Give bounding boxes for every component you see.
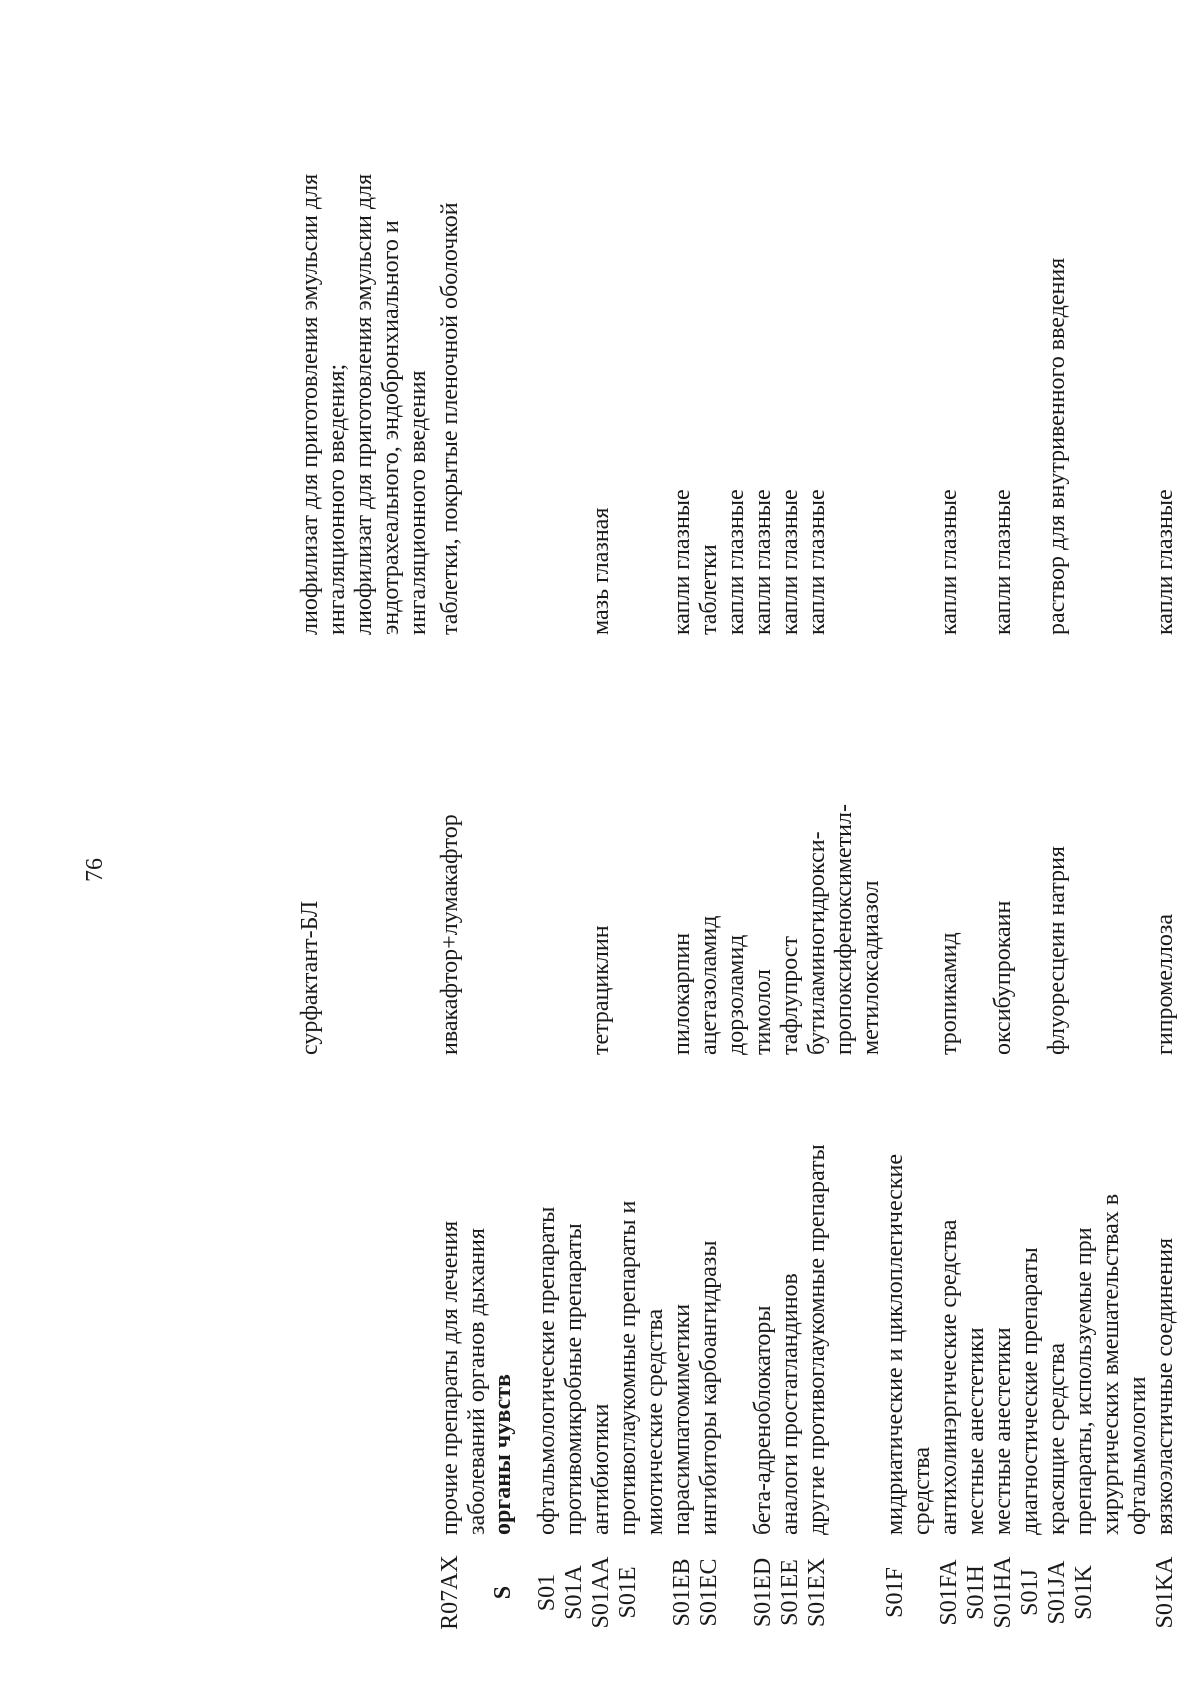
drug-name: гипромеллоза <box>1152 914 1178 1055</box>
dosage-form: капли глазные <box>936 489 962 635</box>
drug-name: тропикамид <box>936 932 962 1055</box>
drug-name: тетрациклин <box>588 925 614 1055</box>
atc-code: S01K <box>1071 1565 1097 1620</box>
group-name: мидриатические и циклоплегические средства <box>882 1153 935 1535</box>
rotated-content <box>82 100 1077 1640</box>
dosage-form: раствор для внутривенного введения <box>1044 257 1070 635</box>
atc-code: S01E <box>615 1566 641 1619</box>
page-number: 76 <box>82 858 108 882</box>
group-name: прочие препараты для лечения заболеваний органов дыхания <box>437 1220 490 1535</box>
dosage-form: капли глазные капли глазные капли глазные <box>750 489 830 635</box>
atc-code: S01J S01JA <box>1017 1560 1070 1625</box>
group-name: противоглаукомные препараты и миотические средства <box>615 1200 668 1535</box>
group-name: вязкоэластичные соединения <box>1152 1238 1178 1535</box>
atc-code: S01EB S01EC <box>669 1558 722 1627</box>
drug-name: пилокарпин ацетазоламид дорзоламид <box>669 915 749 1055</box>
rotated-content-continued <box>1071 100 1200 1640</box>
drug-name: ивакафтор+лумакафтор <box>437 814 463 1055</box>
atc-code: S01ED S01EE S01EX <box>750 1557 830 1628</box>
drug-name: оксибупрокаин <box>990 900 1016 1055</box>
atc-code: S01H S01HA <box>963 1556 1016 1629</box>
dosage-form: лиофилизат для приготовления эмульсии для ингаляционного введения; лиофилизат для приготовления эмульсии для эндотрахеального, эндобронхиального и ингаляционного введения <box>297 173 431 635</box>
group-name: органы чувств <box>490 1373 516 1535</box>
group-name: местные анестетики местные анестетики <box>963 1327 1016 1535</box>
atc-code: S01KA <box>1152 1556 1178 1629</box>
group-name: бета-адреноблокаторы аналоги простагландинов другие противоглаукомные препараты <box>750 1144 830 1535</box>
atc-code: S01FA <box>936 1559 962 1626</box>
drug-name: тимолол тафлупрост бутиламиногидрокси- пропоксифеноксиметил- метилоксадиазол <box>750 804 884 1055</box>
dosage-form: мазь глазная <box>588 507 614 635</box>
group-name: офтальмологические препараты противомикробные препараты антибиотики <box>534 1206 614 1535</box>
dosage-form: капли глазные <box>1152 489 1178 635</box>
atc-code: S <box>490 1585 516 1600</box>
dosage-form: капли глазные таблетки капли глазные <box>669 489 749 635</box>
dosage-form: таблетки, покрытые пленочной оболочкой <box>437 202 463 635</box>
dosage-form: капли глазные <box>990 489 1016 635</box>
drug-name: сурфактант-БЛ <box>297 900 323 1055</box>
group-name: антихолинэргические средства <box>936 1219 962 1535</box>
group-name: препараты, используемые при хирургических вмешательствах в офтальмологии <box>1071 1193 1151 1535</box>
drug-name: флуоресцеин натрия <box>1044 846 1070 1055</box>
group-name: парасимпатомиметики ингибиторы карбоангидразы <box>669 1240 722 1535</box>
atc-code: R07AX <box>437 1555 463 1630</box>
atc-code: S01F <box>882 1567 908 1618</box>
group-name: диагностические препараты красящие средства <box>1017 1247 1070 1535</box>
atc-code: S01 S01A S01AA <box>534 1556 614 1629</box>
